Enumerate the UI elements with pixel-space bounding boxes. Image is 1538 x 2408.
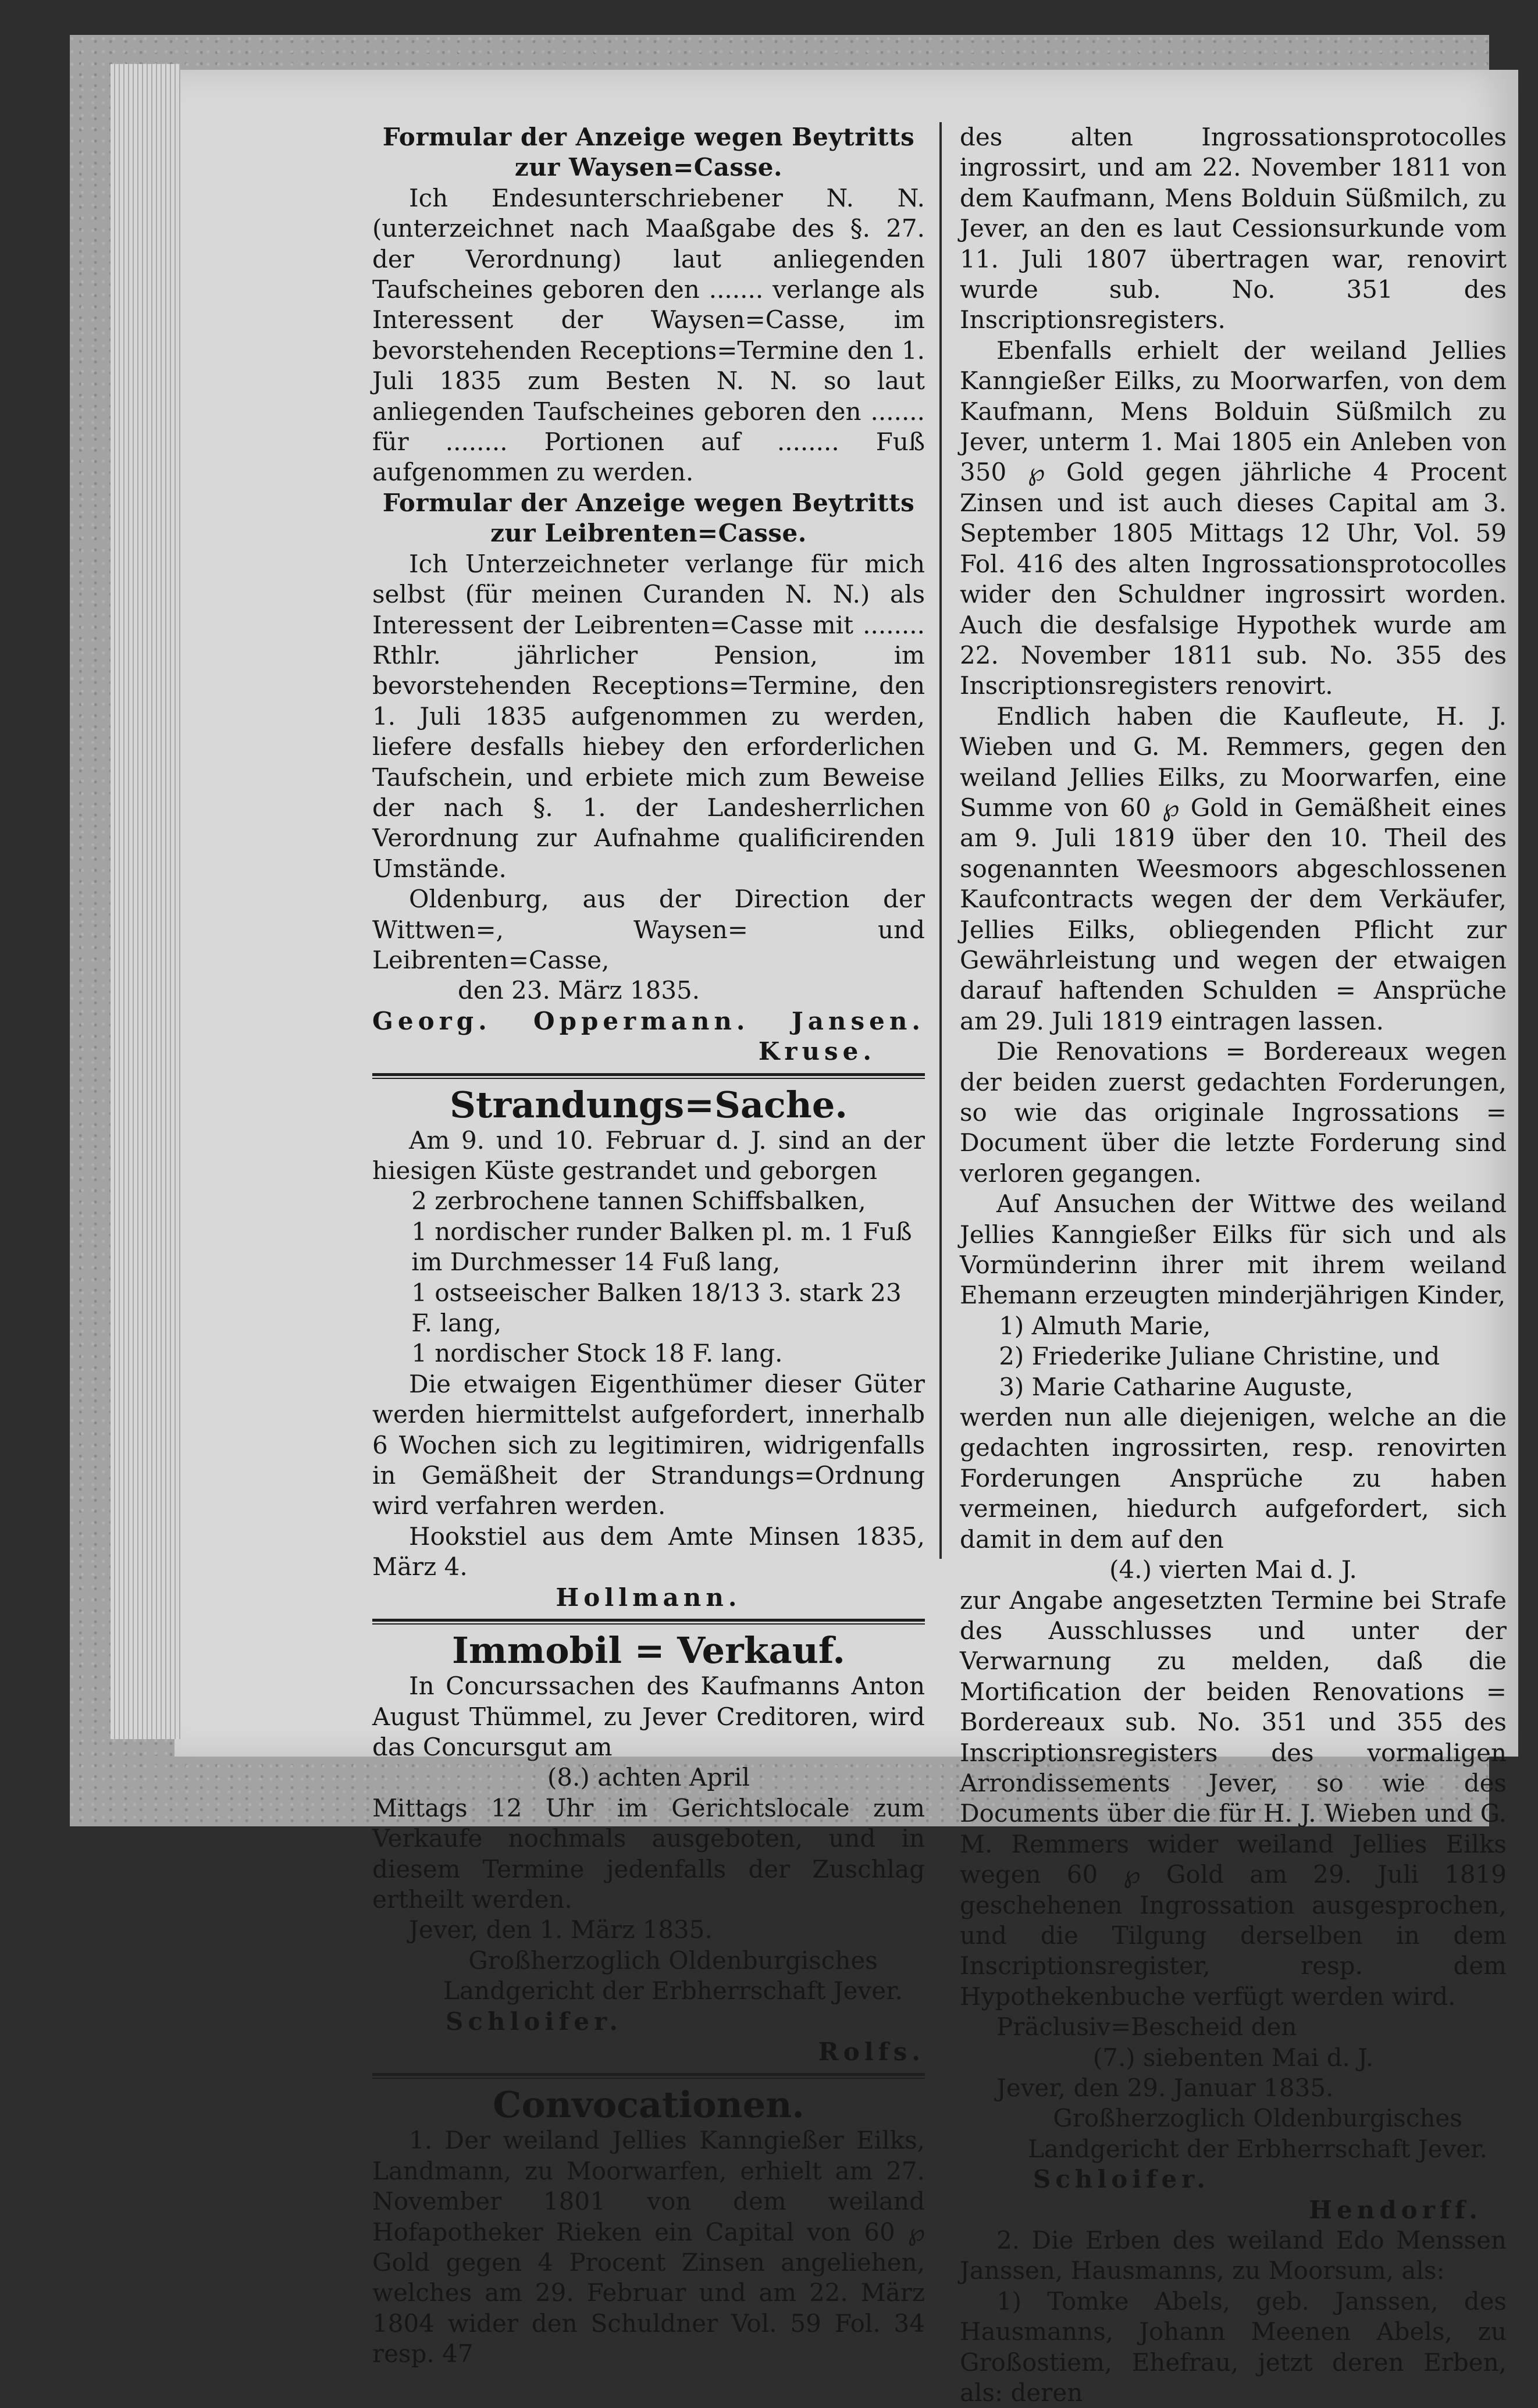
right-paragraph-3: Endlich haben die Kaufleute, H. J. Wieben und G. M. Remmers, gegen den weiland Jellies Eilks, zu Moorwarfen, eine Summe von 60 ℘ Gold in Gemäßheit eines am 9. Juli 1819 über den 10. Theil des sogenannten Weesmoors abgeschlossenen Kaufcontracts wegen der dem Verkäufer, Jellies Eilks, obliegenden Pflicht zur Gewährleistung und wegen der etwaigen darauf haftenden Schulden = Ansprüche am 29. Juli 1819 eintragen lassen. (960, 701, 1507, 1035)
signature-jansen: Jansen. (791, 1006, 925, 1035)
right-paragraph-6: werden nun alle diejenigen, welche an die gedachten ingrossirten, resp. renovirten Forderungen Ansprüche zu haben vermeinen, hiedurch aufgefordert, sich damit in dem auf den (960, 1403, 1507, 1554)
form2-text: Ich Unterzeichneter verlange für mich selbst (für meinen Curanden N. N.) als Interessent der Leibrenten=Casse mit ........ Rthlr. jährlicher Pension, im bevorstehenden Receptions=Termine, den 1. Juli 1835 aufgenommen zu werden, liefere desfalls hiebey den erforderlichen Taufschein, und erbiete mich zum Beweise der nach §. 1. der Landesherrlichen Verordnung zur Aufnahme qualificirenden Umstände. (372, 549, 925, 883)
strand-place: Hookstiel aus dem Amte Minsen 1835, März 4. (372, 1522, 925, 1581)
conv-title: Convocationen. (493, 2083, 804, 2126)
right-paragraph-2: Ebenfalls erhielt der weiland Jellies Kanngießer Eilks, zu Moorwarfen, von dem Kaufmann, Mens Bolduin Süßmilch zu Jever, unterm 1. Mai 1805 ein Anleben von 350 ℘ Gold gegen jährliche 4 Procent Zinsen und ist auch dieses Capital am 3. September 1805 Mittags 12 Uhr, Vol. 59 Fol. 416 des alten Ingrossationsprotocolles wider den Schuldner ingrossirt worden. Auch die desfalsige Hypothek wurde am 22. November 1811 sub. No. 355 des Inscriptionsregisters renovirt. (960, 336, 1507, 700)
child-item: 2) Friederike Juliane Christine, und (999, 1342, 1440, 1371)
right-signature-2: Hendorff. (1309, 2195, 1482, 2224)
right-paragraph-5: Auf Ansuchen der Wittwe des weiland Jellies Kanngießer Eilks für sich und als Vormünderinn ihrer mit ihrem weiland Ehemann erzeugten minderjährigen Kinder, (960, 1189, 1507, 1310)
strand-text: Die etwaigen Eigenthümer dieser Güter werden hiermittelst aufgefordert, innerhalb 6 Wochen sich zu legitimiren, widrigenfalls in Gemäßheit der Strandungs=Ordnung wird verfahren werden. (372, 1369, 925, 1520)
right-signature-1: Schloifer. (1033, 2165, 1211, 2194)
immo-place: Jever, den 1. März 1835. (409, 1915, 713, 1944)
date-line-2: (7.) siebenten Mai d. J. (1092, 2043, 1374, 2072)
immo-signature-1: Schloifer. (446, 2007, 623, 2036)
form2-place: Oldenburg, aus der Direction der Wittwen=, Waysen= und Leibrenten=Casse, (372, 885, 925, 974)
signature-row (372, 1006, 925, 1036)
immo-date: (8.) achten April (547, 1763, 750, 1792)
section-rule (372, 1073, 925, 1079)
date-line-1: (4.) vierten Mai d. J. (1109, 1555, 1357, 1584)
section-rule (372, 2073, 925, 2079)
form2-date: den 23. März 1835. (458, 976, 700, 1005)
immo-signature-2: Rolfs. (818, 2037, 925, 2066)
strand-intro: Am 9. und 10. Februar d. J. sind an der hiesigen Küste gestrandet und geborgen (372, 1125, 925, 1185)
immo-text2: Mittags 12 Uhr im Gerichtslocale zum Verkaufe nochmals ausgeboten, und in diesem Termine jedenfalls der Zuschlag ertheilt werden. (372, 1793, 925, 1914)
strand-item: 1 nordischer Stock 18 F. lang. (411, 1339, 783, 1368)
right-place: Jever, den 29. Januar 1835. (996, 2074, 1334, 2102)
section-rule (372, 1619, 925, 1625)
strand-item: 1 ostseeischer Balken 18/13 3. stark 23 F. lang, (411, 1278, 902, 1338)
children-list (960, 1311, 1507, 1402)
page-edges (111, 64, 180, 1739)
immo-text: In Concurssachen des Kaufmanns Anton August Thümmel, zu Jever Creditoren, wird das Concursgut am (372, 1672, 925, 1761)
right-paragraph-1: des alten Ingrossationsprotocolles ingrossirt, und am 22. November 1811 von dem Kaufmann, Mens Bolduin Süßmilch, zu Jever, an den es laut Cessionsurkunde vom 11. Juli 1807 übertragen war, renovirt wurde sub. No. 351 des Inscriptionsregisters. (960, 123, 1507, 334)
immo-court: Großherzoglich Oldenburgisches Landgericht der Erbherrschaft Jever. (443, 1946, 903, 2006)
child-item: 3) Marie Catharine Auguste, (999, 1372, 1354, 1401)
strand-item: 2 zerbrochene tannen Schiffsbalken, (411, 1187, 866, 1216)
column-divider (939, 122, 942, 1559)
form1-text: Ich Endesunterschriebener N. N. (unterzeichnet nach Maaßgabe des §. 27. der Verordnung) laut anliegenden Taufscheines geboren den ....... verlange als Interessent der Waysen=Casse, im bevorstehenden Receptions=Termine den 1. Juli 1835 zum Besten N. N. so laut anliegenden Taufscheines geboren den ....... für ........ Portionen auf ........ Fuß aufgenommen zu werden. (372, 183, 925, 487)
conv-text: 1. Der weiland Jellies Kanngießer Eilks, Landmann, zu Moorwarfen, erhielt am 27. November 1801 von dem weiland Hofapotheker Rieken ein Capital von 60 ℘ Gold gegen 4 Procent Zinsen angeliehen, welches am 29. Februar und am 22. März 1804 wider den Schuldner Vol. 59 Fol. 34 resp. 47 (372, 2126, 925, 2368)
immo-title: Immobil = Verkauf. (452, 1629, 845, 1672)
signature-oppermann: Oppermann. (533, 1006, 750, 1035)
right-paragraph-10: 1) Tomke Abels, geb. Janssen, des Hausmanns, Johann Meenen Abels, zu Großostiem, Ehefrau, jetzt deren Erben, als: deren (960, 2286, 1507, 2407)
strand-list (372, 1186, 925, 1369)
right-court: Großherzoglich Oldenburgisches Landgericht der Erbherrschaft Jever. (1028, 2104, 1487, 2163)
form1-title: Formular der Anzeige wegen Beytritts zur Waysen=Casse. (382, 123, 915, 182)
right-column (960, 122, 1507, 2408)
signature-georg: Georg. (372, 1006, 492, 1035)
left-column (372, 122, 925, 2370)
form2-title: Formular der Anzeige wegen Beytritts zur Leibrenten=Casse. (382, 488, 915, 548)
strand-title: Strandungs=Sache. (450, 1083, 848, 1126)
strand-item: 1 nordischer runder Balken pl. m. 1 Fuß im Durchmesser 14 Fuß lang, (411, 1217, 912, 1277)
strand-signature: Hollmann. (556, 1583, 742, 1612)
signature-kruse: Kruse. (758, 1037, 876, 1066)
right-paragraph-9: 2. Die Erben des weiland Edo Menssen Janssen, Hausmanns, zu Moorsum, als: (960, 2226, 1507, 2285)
right-paragraph-8: Präclusiv=Bescheid den (996, 2012, 1297, 2042)
right-paragraph-7: zur Angabe angesetzten Termine bei Strafe des Ausschlusses und unter der Verwarnung zu melden, daß die Mortification der beiden Renovations = Bordereaux sub. No. 351 und 355 des Inscriptionsregisters des vormaligen Arrondissements Jever, so wie des Documents über die für H. J. Wieben und G. M. Remmers wider weiland Jellies Eilks wegen 60 ℘ Gold am 29. Juli 1819 geschehenen Ingrossation ausgesprochen, und die Tilgung derselben in dem Inscriptionsregister, resp. dem Hypothekenbuche verfügt werden wird. (960, 1586, 1507, 2011)
child-item: 1) Almuth Marie, (999, 1311, 1211, 1340)
right-paragraph-4: Die Renovations = Bordereaux wegen der beiden zuerst gedachten Forderungen, so wie das originale Ingrossations = Document über die letzte Forderung sind verloren gegangen. (960, 1037, 1507, 1188)
